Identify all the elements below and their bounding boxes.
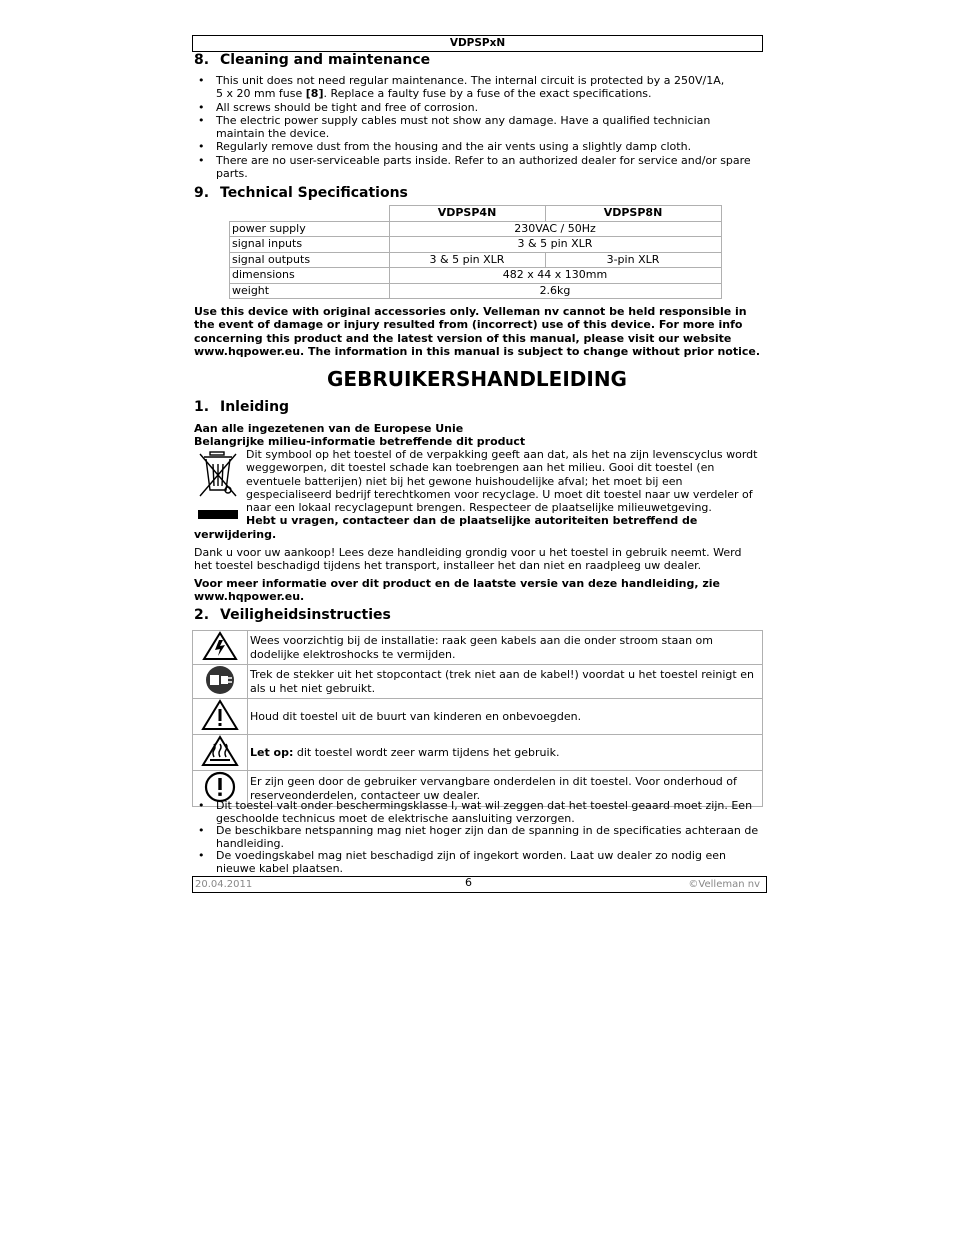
hot-surface-icon	[201, 735, 239, 767]
safety-table	[192, 630, 763, 807]
table-row: Trek de stekker uit het stopcontact (trek niet aan de kabel!) voordat u het toestel reinigt en als u het niet gebruikt.	[193, 665, 763, 699]
table-row: signal outputs 3 & 5 pin XLR 3-pin XLR	[230, 252, 722, 268]
list-item: • Regularly remove dust from the housing and the air vents using a slightly damp cloth.	[192, 140, 762, 153]
model-code: VDPSPxN	[449, 37, 506, 49]
table-row: dimensions 482 x 44 x 130mm	[230, 268, 722, 284]
unplug-icon	[204, 665, 236, 695]
col-header-vdpsp4n: VDPSP4N	[389, 206, 545, 222]
section-8-heading: 8. Cleaning and maintenance	[194, 52, 431, 68]
list-item: • De voedingskabel mag niet beschadigd zijn of ingekort worden. Laat uw dealer zo nodig een nieuwe kabel plaatsen.	[192, 850, 762, 875]
disclaimer: Use this device with original accessories only. Velleman nv cannot be held responsible in the event of damage or injury resulted from (incorrect) use of this device. For more info concerning this product and the latest version of this manual, please visit our website www.hqpower.eu. The information in this manual is subject to change without prior notice.	[194, 305, 761, 358]
thanks-paragraph: Dank u voor uw aankoop! Lees deze handleiding grondig voor u het toestel in gebruik neemt. Werd het toestel beschadigd tijdens het transport, installeer het dan niet en raadpleeg uw dealer.	[194, 546, 742, 573]
weee-text-end: verwijdering.	[194, 528, 277, 541]
col-header-vdpsp8n: VDPSP8N	[545, 206, 721, 222]
list-item: • De beschikbare netspanning mag niet hoger zijn dan de spanning in de specificaties achteraan de handleiding.	[192, 825, 762, 850]
eu-residents-heading: Aan alle ingezetenen van de Europese Unie	[194, 422, 464, 435]
list-item: • All screws should be tight and free of corrosion.	[192, 101, 762, 114]
table-row: Wees voorzichtig bij de installatie: raak geen kabels aan die onder stroom staan om dodelijke elektroshocks te vermijden.	[193, 631, 763, 665]
nl-section-2-heading: 2. Veiligheidsinstructies	[194, 607, 391, 623]
list-item: • There are no user-serviceable parts inside. Refer to an authorized dealer for service and/or spare parts.	[192, 154, 762, 181]
footer-copyright: ©Velleman nv	[688, 879, 760, 890]
environment-info-heading: Belangrijke milieu-informatie betreffende dit product	[194, 435, 526, 448]
list-item: • The electric power supply cables must not show any damage. Have a qualified technician maintain the device.	[192, 114, 762, 141]
manual-title: GEBRUIKERSHANDLEIDING	[327, 367, 627, 391]
page-footer	[192, 876, 767, 893]
weee-text: Dit symbool op het toestel of de verpakking geeft aan dat, als het na zijn levenscyclus wordt weggeworpen, dit toestel schade kan toebrengen aan het milieu. Gooi dit toestel (en eventuele batterijen) niet bij het gewone huishoudelijke afval; het moet bij een gespecialiseerd bedrijf terechtkomen voor recyclage. U moet dit toestel naar uw verdeler of naar een lokaal recyclagepunt brengen. Respecteer de plaatselijke milieuwetgeving. Hebt u vragen, contacteer dan de plaatselijke autoriteiten betreffend de	[246, 448, 758, 528]
table-row: Houd dit toestel uit de buurt van kinderen en onbevoegden.	[193, 699, 763, 735]
table-row: Er zijn geen door de gebruiker vervangbare onderdelen in dit toestel. Voor onderhoud of reserveonderdelen, contacteer uw dealer.	[193, 771, 763, 807]
table-row: power supply 230VAC / 50Hz	[230, 221, 722, 237]
section-9-heading: 9. Technical Specifications	[194, 185, 408, 201]
table-row: weight 2.6kg	[230, 283, 722, 299]
safety-list	[192, 800, 762, 875]
page-number: 6	[465, 876, 472, 889]
footer-date: 20.04.2011	[195, 879, 253, 890]
weee-bin-icon	[196, 450, 240, 522]
page-header	[192, 35, 763, 52]
spec-table	[229, 205, 722, 299]
table-row: Let op: dit toestel wordt zeer warm tijdens het gebruik.	[193, 735, 763, 771]
nl-section-1-heading: 1. Inleiding	[194, 399, 290, 415]
more-info-paragraph: Voor meer informatie over dit product en de laatste versie van deze handleiding, zie www.hqpower.eu.	[194, 577, 720, 604]
table-row: signal inputs 3 & 5 pin XLR	[230, 237, 722, 253]
maintenance-list	[192, 74, 762, 180]
list-item: • This unit does not need regular maintenance. The internal circuit is protected by a 250V/1A, 5 x 20 mm fuse [8]. Replace a faulty fuse by a fuse of the exact specifications.	[192, 74, 762, 101]
shock-hazard-icon	[202, 631, 238, 661]
list-item: • Dit toestel valt onder beschermingsklasse I, wat wil zeggen dat het toestel geaard moet zijn. Een geschoolde technicus moet de elektrische aansluiting verzorgen.	[192, 800, 762, 825]
warning-icon	[201, 699, 239, 731]
